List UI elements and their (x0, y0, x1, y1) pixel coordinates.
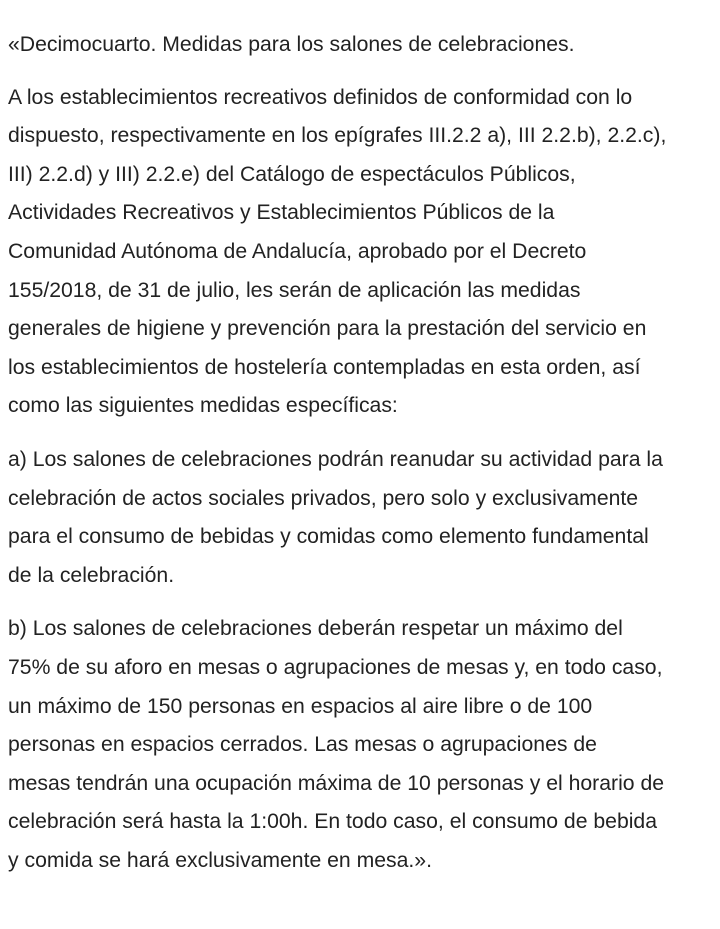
item-b-line: 75% de su aforo en mesas o agrupaciones de mesas y, en todo caso, (8, 655, 663, 679)
intro-line: Actividades Recreativos y Establecimientos Públicos de la (8, 201, 555, 225)
item-a-line: a) Los salones de celebraciones podrán reanudar su actividad para la (8, 447, 663, 471)
paragraph-gap (8, 595, 712, 610)
item-a-paragraph (8, 441, 712, 595)
intro-line: generales de higiene y prevención para la prestación del servicio en (8, 317, 647, 341)
intro-line: 155/2018, de 31 de julio, les serán de aplicación las medidas (8, 278, 581, 302)
intro-line: los establecimientos de hostelería contempladas en esta orden, así (8, 355, 641, 379)
item-b-line: personas en espacios cerrados. Las mesas o agrupaciones de (8, 733, 597, 757)
heading-line: «Decimocuarto. Medidas para los salones de celebraciones. (8, 33, 575, 56)
intro-line: como las siguientes medidas específicas: (8, 394, 398, 418)
item-b-line: celebración será hasta la 1:00h. En todo caso, el consumo de bebida (8, 810, 658, 834)
intro-line: Comunidad Autónoma de Andalucía, aprobado por el Decreto (8, 239, 587, 263)
paragraph-gap (8, 65, 712, 79)
document-heading (8, 26, 712, 65)
paragraph-gap (8, 426, 712, 441)
item-a-line: para el consumo de bebidas y comidas como elemento fundamental (8, 525, 649, 549)
item-b-line: y comida se hará exclusivamente en mesa.». (8, 848, 432, 872)
intro-line: III) 2.2.d) y III) 2.2.e) del Catálogo de espectáculos Públicos, (8, 162, 576, 186)
item-b-line: un máximo de 150 personas en espacios al aire libre o de 100 (8, 694, 593, 718)
intro-paragraph (8, 79, 712, 426)
intro-line: A los establecimientos recreativos definidos de conformidad con lo (8, 85, 633, 109)
item-b-line: mesas tendrán una ocupación máxima de 10 personas y el horario de (8, 771, 665, 795)
item-a-line: de la celebración. (8, 563, 175, 587)
item-a-line: celebración de actos sociales privados, pero solo y exclusivamente (8, 486, 639, 510)
intro-line: dispuesto, respectivamente en los epígrafes III.2.2 a), III 2.2.b), 2.2.c), (8, 124, 667, 148)
item-b-paragraph (8, 610, 712, 880)
item-b-line: b) Los salones de celebraciones deberán respetar un máximo del (8, 617, 623, 641)
